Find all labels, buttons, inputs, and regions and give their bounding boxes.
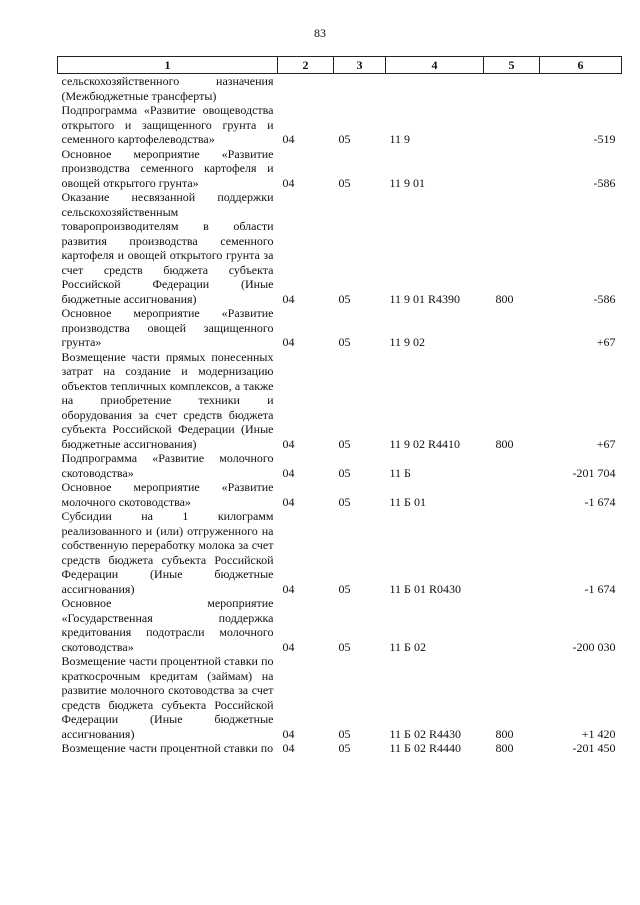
row-target-article: 11 9 02 R4410 [389,436,461,451]
row-expense-type [484,480,540,509]
row-subsection: 05 [338,436,351,451]
budget-table [57,56,622,756]
row-expense-type [484,74,540,104]
table-row [58,306,622,350]
header-col-1: 1 [58,57,278,74]
row-section: 04 [282,175,295,190]
table-row [58,480,622,509]
row-name: Основное мероприятие «Развитие молочного скотоводства» [61,480,274,509]
row-section [278,74,334,104]
row-target-article: 11 Б 02 [389,639,426,654]
row-subsection: 05 [338,175,351,190]
row-amount: -519 [593,132,616,146]
row-target-article: 11 Б 02 R4430 [389,726,461,741]
row-expense-type [484,509,540,596]
row-section: 04 [282,741,295,755]
row-name: Подпрограмма «Развитие молочного скотоводства» [61,451,274,480]
header-col-2: 2 [278,57,334,74]
row-amount: -1 674 [584,581,616,596]
row-target-article: 11 Б [389,465,411,480]
row-name: сельскохозяйственного назначения (Межбюджетные трансферты) [61,74,274,103]
row-name: Основное мероприятие «Государственная поддержка кредитования подотрасли молочного скотоводства» [61,596,274,654]
row-name: Основное мероприятие «Развитие производства семенного картофеля и овощей открытого грунта» [61,146,274,190]
row-amount: -200 030 [572,639,616,654]
row-target-article: 11 9 01 R4390 [389,291,461,306]
table-row [58,190,622,306]
row-section: 04 [282,335,295,349]
row-subsection: 05 [338,335,351,349]
row-subsection: 05 [338,465,351,480]
row-subsection: 05 [338,581,351,596]
header-col-4: 4 [386,57,484,74]
row-target-article: 11 9 02 [389,335,426,349]
table-body [58,74,622,756]
row-amount: +1 420 [581,726,616,741]
table-row [58,451,622,480]
table-row [58,596,622,654]
row-subsection: 05 [338,291,351,306]
row-name: Возмещение части процентной ставки по [61,741,274,755]
row-expense-type: 800 [495,741,514,755]
row-amount: -201 450 [572,741,616,755]
row-expense-type [484,451,540,480]
row-target-article: 11 Б 02 R4440 [389,741,461,755]
row-amount: +67 [596,335,616,349]
table-row [58,654,622,741]
header-col-3: 3 [334,57,386,74]
table-row [58,74,622,104]
header-col-6: 6 [540,57,622,74]
row-section: 04 [282,465,295,480]
row-section: 04 [282,581,295,596]
row-name: Оказание несвязанной поддержки сельскохозяйственным товаропроизводителям в области развития производства семенного картофеля и овощей открытого грунта за счет средств бюджета субъекта Российской Федерации (Иные бюджетные ассигнования) [61,190,274,306]
row-section: 04 [282,494,295,509]
row-section: 04 [282,291,295,306]
table-row [58,741,622,756]
row-subsection: 05 [338,494,351,509]
row-amount: +67 [596,436,616,451]
row-target-article: 11 9 [389,132,411,146]
table-row [58,147,622,191]
row-name: Подпрограмма «Развитие овощеводства открытого и защищенного грунта и семенного картофелеводства» [61,103,274,146]
row-expense-type [484,596,540,654]
row-target-article: 11 Б 01 [389,494,426,509]
row-section: 04 [282,132,295,146]
table-row [58,103,622,147]
row-subsection: 05 [338,132,351,146]
row-section: 04 [282,639,295,654]
table-row [58,350,622,452]
row-expense-type [484,147,540,191]
row-target-article: 11 Б 01 R0430 [389,581,461,596]
row-subsection: 05 [338,639,351,654]
row-subsection [334,74,386,104]
table-row [58,509,622,596]
row-section: 04 [282,726,295,741]
row-expense-type: 800 [495,726,514,741]
row-expense-type: 800 [495,436,514,451]
page-number: 83 [314,26,326,40]
header-col-5: 5 [484,57,540,74]
row-name: Возмещение части процентной ставки по краткосрочным кредитам (займам) на развитие молочного скотоводства за счет средств бюджета субъекта Российской Федерации (Иные бюджетные ассигнования) [61,654,274,741]
row-subsection: 05 [338,726,351,741]
row-name: Субсидии на 1 килограмм реализованного и (или) отгруженного на собственную переработку молока за счет средств бюджета субъекта Российской Федерации (Иные бюджетные ассигнования) [61,509,274,596]
row-expense-type [484,306,540,350]
row-expense-type [484,103,540,147]
row-amount [540,74,622,104]
header-row [58,57,622,74]
row-amount: -1 674 [584,494,616,509]
row-target-article [386,74,484,104]
row-expense-type: 800 [495,291,514,306]
row-amount: -586 [593,291,616,306]
row-section: 04 [282,436,295,451]
row-amount: -201 704 [572,465,616,480]
row-target-article: 11 9 01 [389,175,426,190]
row-subsection: 05 [338,741,351,755]
row-amount: -586 [593,175,616,190]
row-name: Возмещение части прямых понесенных затрат на создание и модернизацию объектов тепличных комплексов, а также на приобретение техники и оборудования за счет средств бюджета субъекта Российской Федерации (Иные бюджетные ассигнования) [61,349,274,451]
row-name: Основное мероприятие «Развитие производства овощей защищенного грунта» [61,306,274,349]
